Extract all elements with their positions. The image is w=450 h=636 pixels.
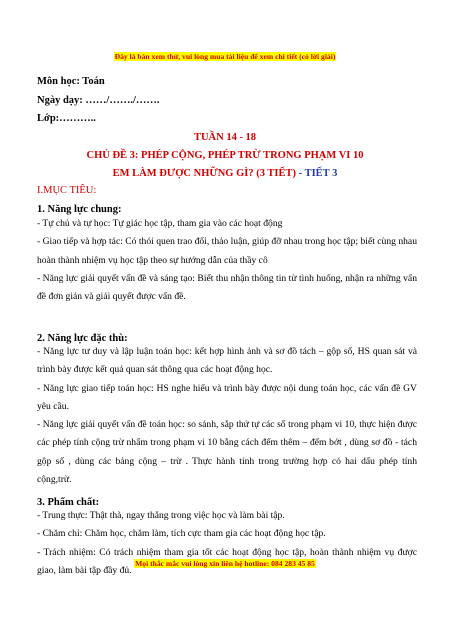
specific-competence-list [37, 343, 417, 489]
lesson-duration: (3 TIẾT) [256, 168, 297, 179]
hotline-banner [0, 560, 450, 568]
list-item: - Trung thực: Thật thà, ngay thẳng trong việc học và làm bài tập. [37, 510, 285, 521]
objectives-heading: I.MỤC TIÊU: [37, 185, 97, 196]
topic-title: CHỦ ĐỀ 3: PHÉP CỘNG, PHÉP TRỪ TRONG PHẠM VI 10 [86, 150, 364, 161]
list-item: - Năng lực tư duy và lập luận toán học: kết hợp hình ảnh và sơ đồ tách – gộp số, HS quan sát và trình bày được kết quả quan sát thông qua các hoạt động học. [37, 346, 417, 376]
date-line: Ngày dạy: ……/……./……. [37, 95, 160, 106]
preview-notice-banner [0, 53, 450, 61]
list-item: - Tự chủ và tự học: Tự giác học tập, tham gia vào các hoạt động [37, 218, 283, 229]
general-competence-list [37, 215, 417, 306]
list-item: - Trách nhiệm: Có trách nhiệm tham gia tốt các hoạt động học tập, hoàn thành nhiệm vụ được giao, làm bài tập đầy đủ. [37, 546, 417, 576]
specific-competence-heading: 2. Năng lực đặc thù: [37, 333, 128, 344]
list-item: - Năng lực giải quyết vấn đề toán học: so sánh, sắp thứ tự các số trong phạm vi 10, thực hiện được các phép tính cộng trừ nhẩm trong phạm vi 10 bằng cách đếm thêm – đếm bớt , dùng sơ đồ - tách gộp số , dùng các bảng cộng – trừ . Thực hành tính trong trường hợp có hai dấu phép tính cộng,trừ. [37, 419, 417, 486]
list-item: - Giao tiếp và hợp tác: Có thói quen trao đổi, thảo luận, giúp đỡ nhau trong học tập; biết cùng nhau hoàn thành nhiệm vụ học tập theo sự hướng dẫn của thầy cô [37, 236, 417, 266]
lesson-part: - TIẾT 3 [298, 168, 338, 179]
lesson-title: EM LÀM ĐƯỢC NHỮNG GÌ? [112, 168, 254, 179]
lesson-title-line [0, 169, 450, 180]
class-line: Lớp:……….. [37, 113, 96, 124]
general-competence-heading: 1. Năng lực chung: [37, 204, 122, 215]
hotline-text: Mọi thắc mắc vui lòng xin liên hệ hotline: 084 283 45 85 [135, 559, 315, 568]
week-title: TUẦN 14 - 18 [193, 132, 257, 143]
list-item: - Năng lực giải quyết vấn đề và sáng tạo: Biết thu nhận thông tin từ tình huống, nhận ra những vấn đề đơn giản và giải quyết được vấn đề. [37, 272, 417, 303]
preview-notice-text: Đây là bản xem thử, vui lòng mua tài liệu để xem chi tiết (có lời giải) [114, 52, 336, 61]
list-item: - Chăm chỉ: Chăm học, chăm làm, tích cực tham gia các hoạt động học tập. [37, 528, 326, 540]
subject-line: Môn học: Toán [37, 76, 105, 87]
list-item: - Năng lực giao tiếp toán học: HS nghe hiểu và trình bày được nội dung toán học, các vấn đề GV yêu cầu. [37, 382, 417, 412]
qualities-heading: 3. Phẩm chất: [37, 497, 100, 508]
qualities-list [37, 507, 417, 580]
